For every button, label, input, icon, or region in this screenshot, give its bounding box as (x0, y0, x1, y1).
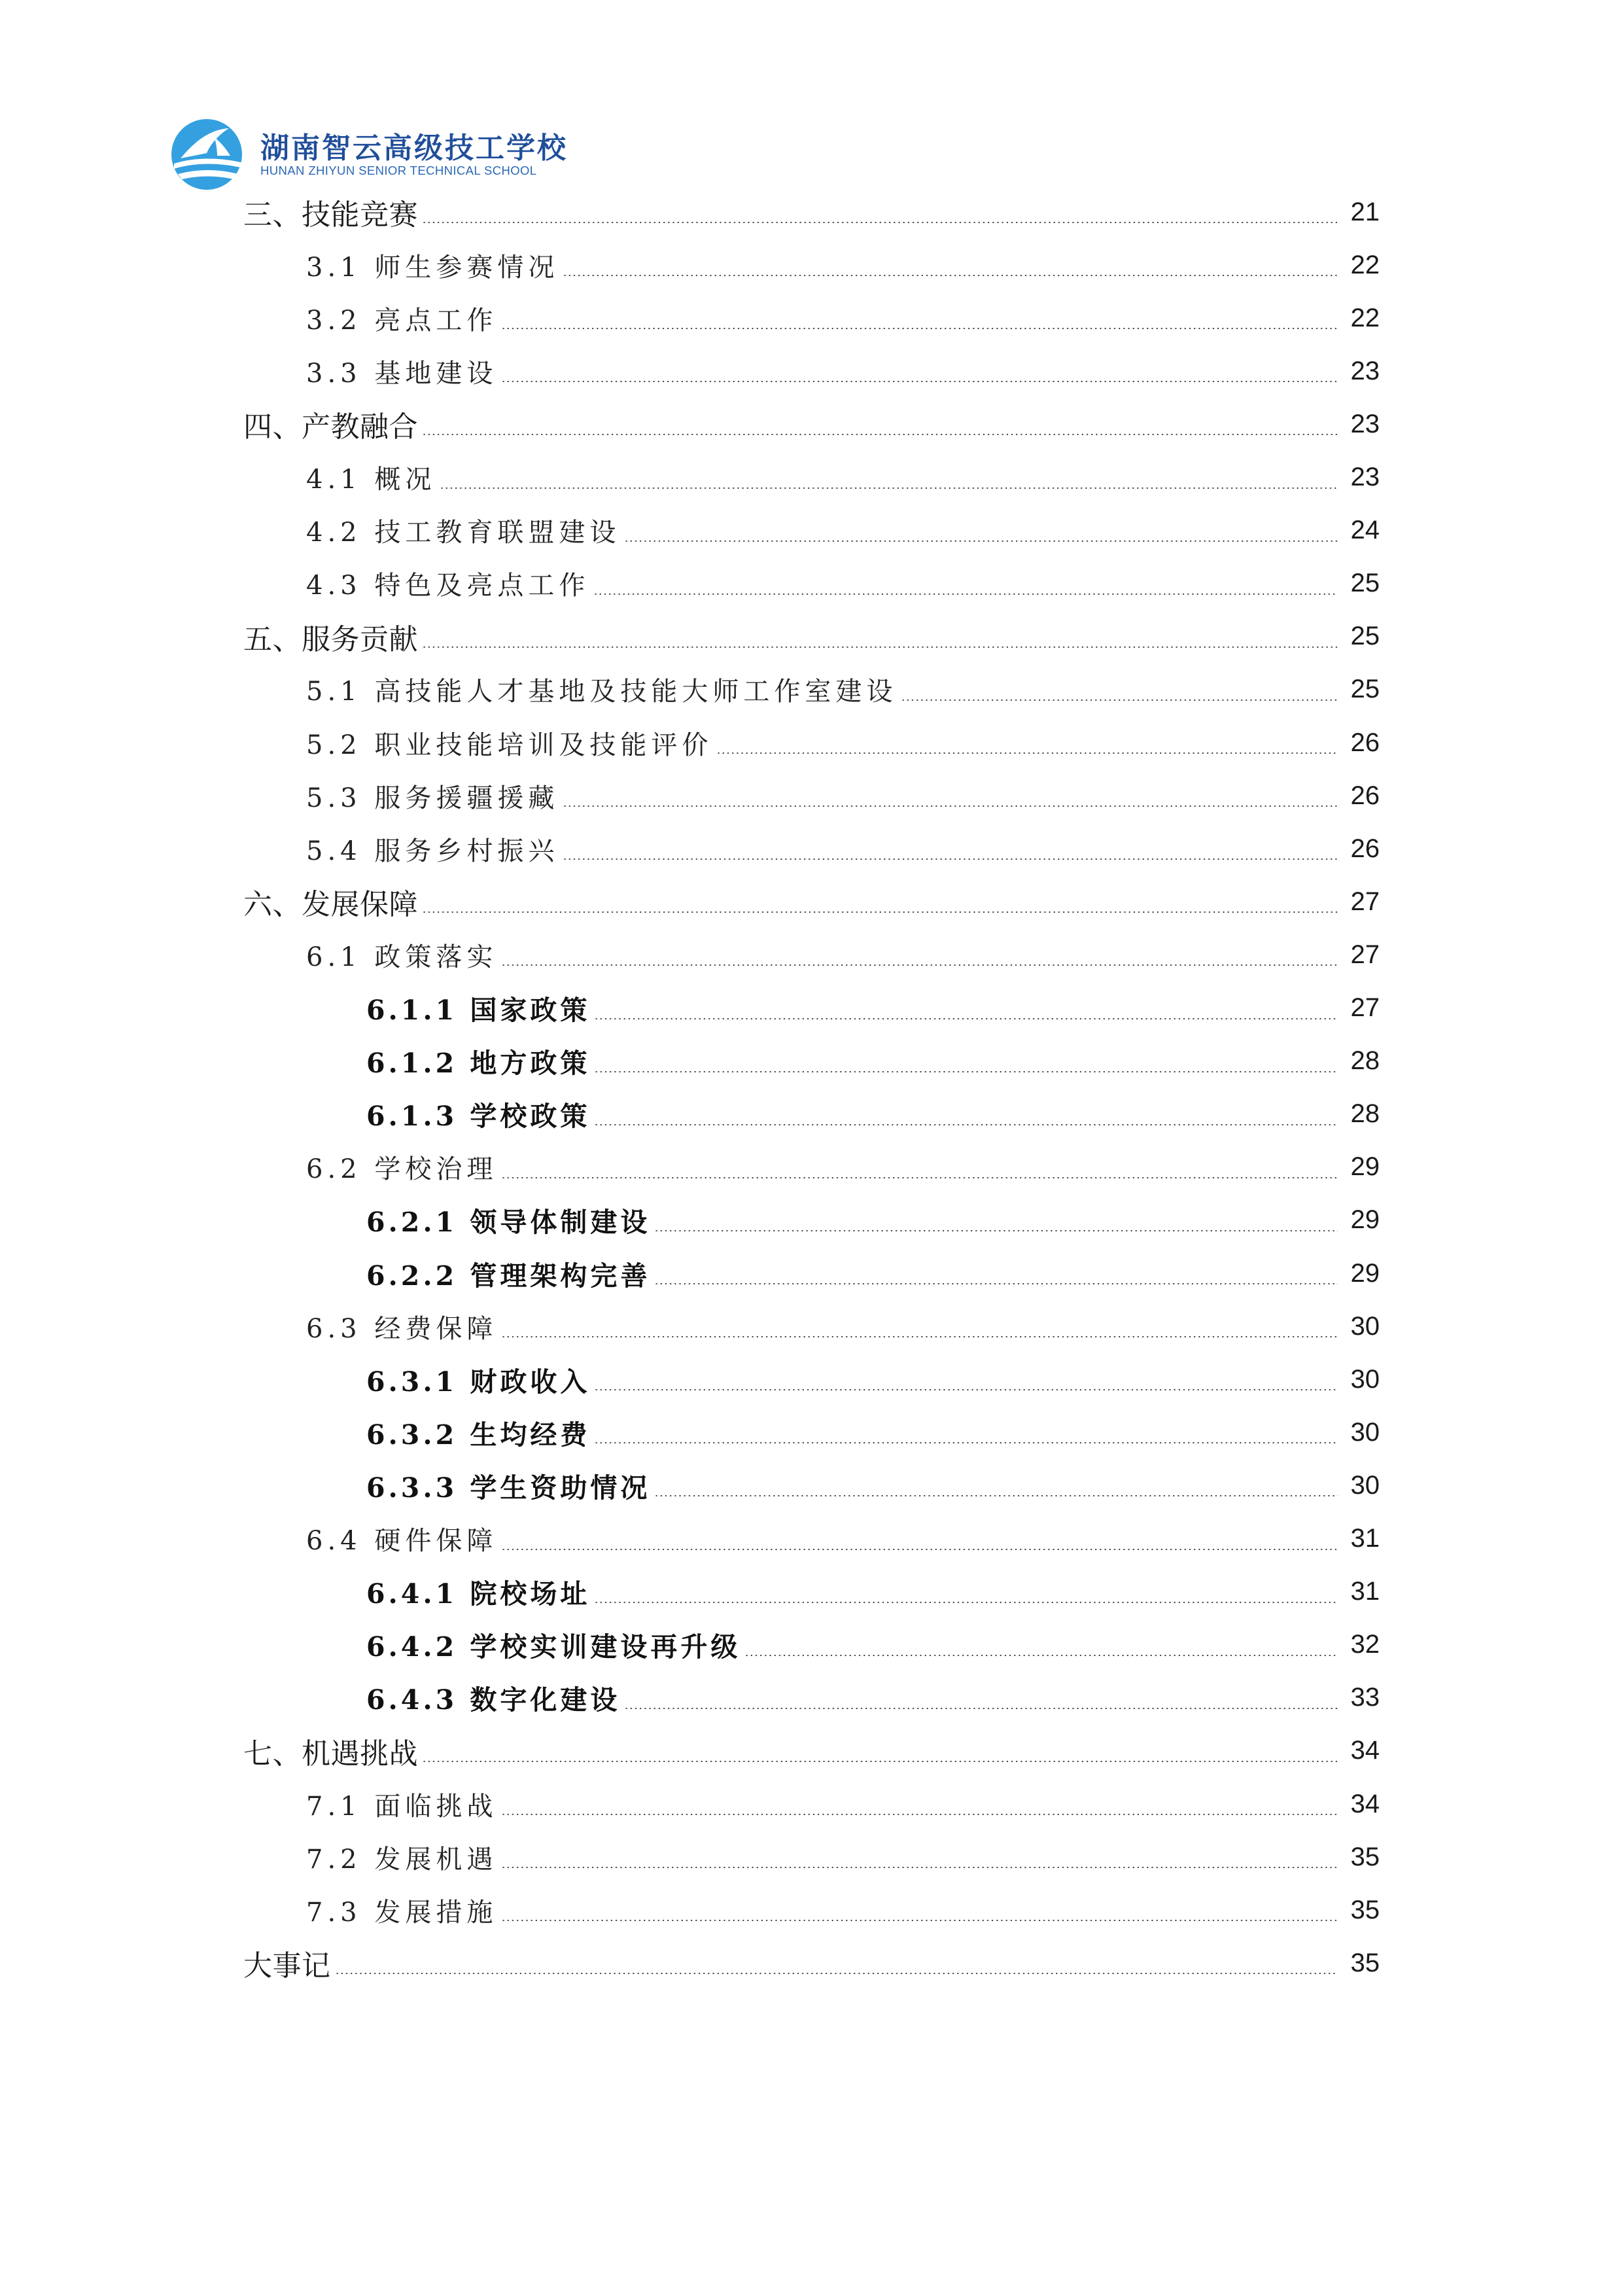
toc-entry-page: 23 (1350, 409, 1380, 438)
toc-entry-label: 六、发展保障 (243, 888, 418, 922)
toc-dot-leader (335, 1973, 1338, 1974)
toc-entry[interactable] (306, 1837, 1380, 1877)
toc-entry-label: 6.1.3 学校政策 (366, 1101, 591, 1133)
toc-entry[interactable] (306, 298, 1380, 338)
toc-entry-page: 27 (1350, 887, 1380, 916)
toc-entry[interactable] (306, 935, 1380, 974)
toc-entry-label: 三、技能竞赛 (243, 198, 418, 232)
toc-entry[interactable] (243, 192, 1380, 232)
toc-dot-leader (422, 222, 1338, 223)
toc-dot-leader (501, 1177, 1338, 1178)
toc-dot-leader (744, 1655, 1338, 1656)
toc-entry-page: 23 (1350, 463, 1380, 491)
toc-entry-page: 30 (1350, 1417, 1380, 1447)
toc-entry[interactable] (366, 1042, 1380, 1081)
toc-entry[interactable] (366, 1360, 1380, 1399)
toc-entry-label: 6.2.2 管理架构完善 (366, 1260, 651, 1292)
toc-entry-label: 3.1 师生参赛情况 (306, 252, 559, 283)
toc-entry-label: 4.1 概况 (306, 465, 436, 495)
toc-entry-page: 25 (1350, 622, 1380, 651)
toc-entry-page: 34 (1350, 1736, 1380, 1765)
toc-entry[interactable] (306, 1519, 1380, 1559)
toc-entry-label: 6.3.2 生均经费 (366, 1419, 591, 1451)
toc-dot-leader (593, 593, 1338, 595)
toc-entry-page: 31 (1350, 1577, 1380, 1606)
toc-entry-page: 27 (1350, 940, 1380, 969)
toc-entry[interactable] (306, 670, 1380, 709)
toc-entry-page: 31 (1350, 1524, 1380, 1553)
toc-dot-leader (501, 1336, 1338, 1337)
toc-dot-leader (563, 805, 1338, 807)
toc-entry-page: 27 (1350, 993, 1380, 1022)
toc-entry[interactable] (306, 1307, 1380, 1346)
toc-entry-page: 35 (1350, 1948, 1380, 1977)
toc-dot-leader (422, 1761, 1338, 1762)
toc-entry[interactable] (243, 617, 1380, 656)
toc-entry-label: 5.1 高技能人才基地及技能大师工作室建设 (306, 677, 898, 707)
toc-dot-leader (594, 1018, 1338, 1019)
toc-entry-label: 7.3 发展措施 (306, 1897, 498, 1928)
toc-entry-page: 35 (1350, 1842, 1380, 1871)
toc-entry-page: 25 (1350, 675, 1380, 704)
toc-entry-label: 6.4.1 院校场址 (366, 1578, 591, 1610)
toc-entry[interactable] (306, 458, 1380, 497)
toc-entry-label: 6.2 学校治理 (306, 1154, 498, 1185)
toc-dot-leader (594, 1389, 1338, 1390)
toc-dot-leader (501, 1549, 1338, 1550)
toc-entry-page: 33 (1350, 1683, 1380, 1712)
toc-entry-label: 6.4.2 学校实训建设再升级 (366, 1631, 741, 1663)
toc-entry-label: 3.2 亮点工作 (306, 305, 498, 336)
toc-entry-page: 26 (1350, 728, 1380, 757)
toc-entry-page: 28 (1350, 1046, 1380, 1076)
toc-dot-leader (501, 1920, 1338, 1921)
toc-entry-label: 6.4.3 数字化建设 (366, 1684, 621, 1716)
toc-entry[interactable] (366, 1572, 1380, 1612)
toc-entry[interactable] (306, 776, 1380, 815)
toc-dot-leader (594, 1442, 1338, 1443)
toc-entry-label: 6.1.2 地方政策 (366, 1048, 591, 1080)
school-name-en: HUNAN ZHIYUN SENIOR TECHNICAL SCHOOL (260, 164, 537, 177)
toc-entry-label: 6.3.1 财政收入 (366, 1366, 591, 1398)
toc-entry-label: 5.4 服务乡村振兴 (306, 836, 559, 866)
toc-entry-page: 32 (1350, 1630, 1380, 1659)
toc-entry-page: 30 (1350, 1311, 1380, 1341)
toc-entry-label: 5.2 职业技能培训及技能评价 (306, 730, 713, 760)
toc-entry-page: 34 (1350, 1789, 1380, 1818)
toc-dot-leader (654, 1283, 1338, 1284)
toc-entry-label: 6.2.1 领导体制建设 (366, 1207, 651, 1239)
toc-entry[interactable] (366, 1413, 1380, 1452)
toc-entry-label: 7.1 面临挑战 (306, 1791, 498, 1822)
toc-entry-label: 5.3 服务援疆援藏 (306, 783, 559, 813)
toc-entry[interactable] (366, 989, 1380, 1028)
toc-dot-leader (594, 1071, 1338, 1072)
toc-entry-page: 29 (1350, 1152, 1380, 1182)
toc-entry-label: 6.1 政策落实 (306, 942, 498, 972)
toc-dot-leader (654, 1495, 1338, 1496)
toc-entry-page: 29 (1350, 1258, 1380, 1288)
toc-entry-page: 21 (1350, 197, 1380, 226)
toc-entry-page: 29 (1350, 1205, 1380, 1235)
toc-entry[interactable] (366, 1625, 1380, 1665)
toc-entry[interactable] (366, 1466, 1380, 1505)
toc-entry[interactable] (306, 723, 1380, 762)
toc-entry-label: 3.3 基地建设 (306, 358, 498, 389)
toc-entry-page: 30 (1350, 1470, 1380, 1500)
toc-entry-label: 4.3 特色及亮点工作 (306, 571, 590, 601)
toc-dot-leader (501, 328, 1338, 329)
toc-entry[interactable] (243, 882, 1380, 921)
toc-entry-label: 七、机遇挑战 (243, 1737, 418, 1771)
toc-dot-leader (501, 381, 1338, 382)
toc-entry-label: 四、产教融合 (243, 410, 418, 444)
toc-dot-leader (901, 699, 1338, 701)
toc-entry-page: 24 (1350, 516, 1380, 545)
toc-dot-leader (563, 275, 1338, 276)
toc-entry[interactable] (306, 245, 1380, 285)
toc-dot-leader (563, 858, 1338, 860)
toc-entry[interactable] (306, 351, 1380, 391)
toc-dot-leader (422, 434, 1338, 435)
toc-entry-label: 6.1.1 国家政策 (366, 995, 591, 1026)
toc-entry-label: 7.2 发展机遇 (306, 1844, 498, 1875)
toc-dot-leader (422, 646, 1338, 648)
toc-entry[interactable] (366, 1254, 1380, 1293)
toc-entry[interactable] (306, 564, 1380, 603)
toc-entry-page: 30 (1350, 1364, 1380, 1394)
toc-entry-page: 26 (1350, 781, 1380, 810)
toc-entry[interactable] (366, 1201, 1380, 1240)
toc-dot-leader (594, 1124, 1338, 1125)
toc-entry[interactable] (243, 404, 1380, 444)
toc-entry[interactable] (306, 511, 1380, 550)
toc-dot-leader (624, 540, 1338, 542)
toc-dot-leader (594, 1602, 1338, 1603)
toc-entry-label: 6.3 经费保障 (306, 1313, 498, 1344)
toc-entry-page: 26 (1350, 834, 1380, 863)
school-name-cn: 湖南智云高级技工学校 (260, 132, 568, 165)
toc-entry[interactable] (306, 1890, 1380, 1930)
toc-entry-label: 4.2 技工教育联盟建设 (306, 518, 621, 548)
toc-entry-label: 大事记 (243, 1949, 331, 1983)
toc-entry-label: 五、服务贡献 (243, 622, 418, 656)
toc-entry[interactable] (306, 829, 1380, 868)
toc-dot-leader (501, 1814, 1338, 1815)
toc-entry[interactable] (243, 1731, 1380, 1771)
toc-entry[interactable] (306, 1784, 1380, 1824)
toc-entry-page: 23 (1350, 356, 1380, 385)
toc-dot-leader (501, 1867, 1338, 1868)
toc-dot-leader (501, 964, 1338, 966)
toc-entry-page: 22 (1350, 303, 1380, 332)
toc-entry-label: 6.4 硬件保障 (306, 1526, 498, 1556)
toc-dot-leader (422, 911, 1338, 913)
toc-dot-leader (716, 752, 1338, 754)
toc-dot-leader (654, 1230, 1338, 1231)
toc-entry[interactable] (306, 1148, 1380, 1187)
toc-entry-page: 35 (1350, 1895, 1380, 1924)
toc-entry[interactable] (243, 1943, 1380, 1983)
toc-entry[interactable] (366, 1678, 1380, 1718)
toc-entry-label: 6.3.3 学生资助情况 (366, 1472, 651, 1504)
toc-entry[interactable] (366, 1095, 1380, 1134)
toc-entry-page: 22 (1350, 250, 1380, 279)
toc-dot-leader (440, 487, 1338, 489)
toc-entry-page: 28 (1350, 1099, 1380, 1129)
toc-entry-page: 25 (1350, 569, 1380, 598)
toc-dot-leader (624, 1708, 1338, 1709)
